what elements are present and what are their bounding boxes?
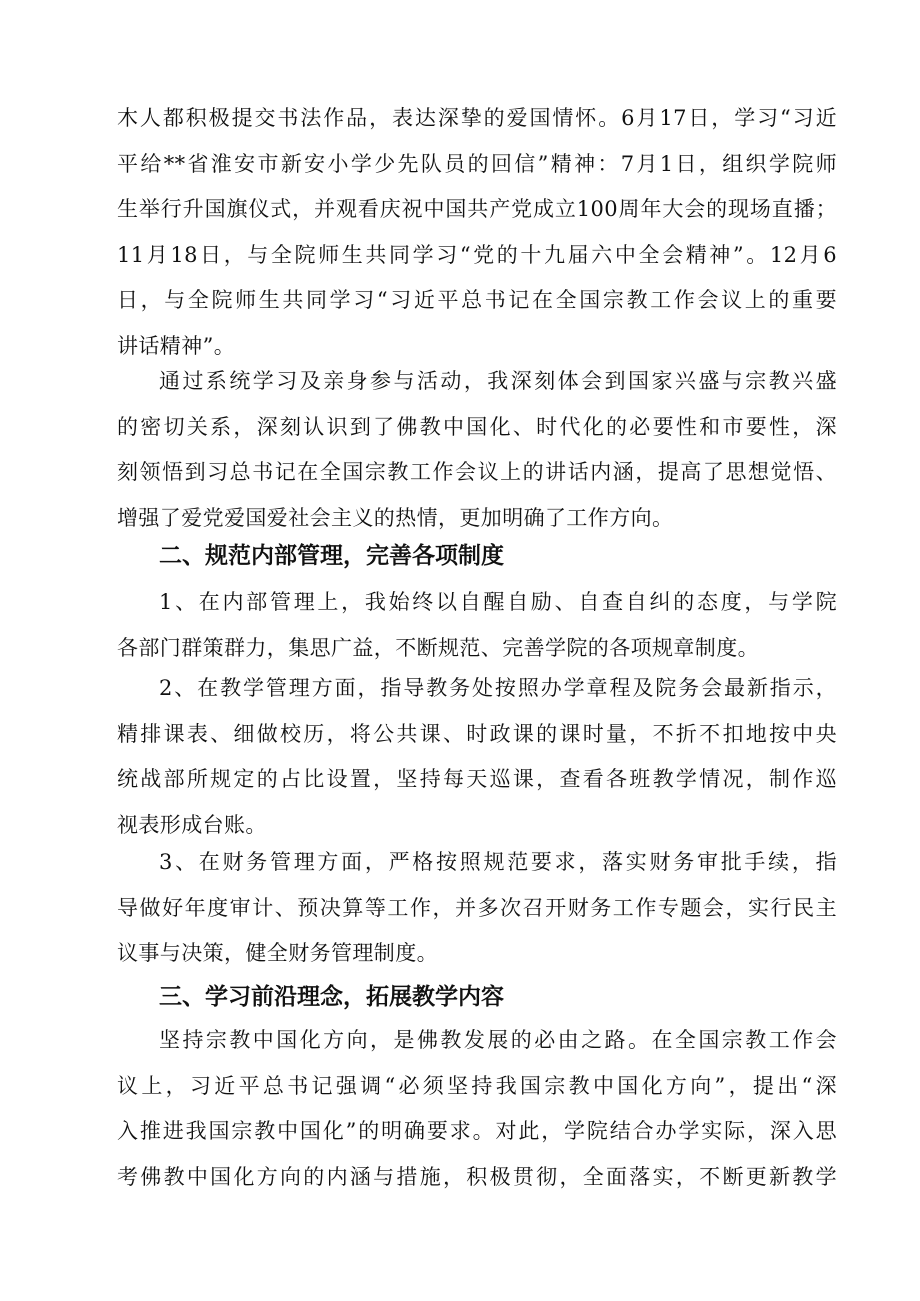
text-line: 增强了爱党爱国爱社会主义的热情，更加明确了工作方向。 bbox=[117, 505, 674, 530]
text-line: 视表形成台账。 bbox=[117, 812, 267, 837]
text-line: 精排课表、细做校历，将公共课、时政课的课时量，不折不扣地按中央 bbox=[117, 721, 837, 746]
text-line: 的密切关系，深刻认识到了佛教中国化、时代化的必要性和市要性，深 bbox=[117, 414, 837, 439]
text-line: 通过系统学习及亲身参与活动，我深刻体会到国家兴盛与宗教兴盛 bbox=[159, 369, 837, 393]
text-line: 讲话精神”。 bbox=[117, 333, 236, 358]
text-line: 2、在教学管理方面，指导教务处按照办学章程及院务会最新指示， bbox=[159, 676, 837, 700]
paragraph-6 bbox=[117, 1018, 837, 1200]
text-line: 3、在财务管理方面，严格按照规范要求，落实财务审批手续，指 bbox=[159, 850, 837, 874]
paragraph-5 bbox=[117, 840, 837, 977]
section-heading-2: 二、规范内部管理，完善各项制度 bbox=[159, 543, 504, 569]
text-line: 入推进我国宗教中国化”的明确要求。对此，学院结合办学实际，深入思 bbox=[117, 1119, 837, 1144]
text-line: 生举行升国旗仪式，并观看庆祝中国共产党成立100周年大会的现场直播； bbox=[117, 197, 837, 222]
text-line: 坚持宗教中国化方向，是佛教发展的必由之路。在全国宗教工作会 bbox=[159, 1028, 837, 1052]
text-line: 11月18日，与全院师生共同学习“党的十九届六中全会精神”。12月6 bbox=[117, 242, 837, 267]
text-line: 刻领悟到习总书记在全国宗教工作会议上的讲话内涵，提高了思想觉悟、 bbox=[117, 460, 837, 485]
text-line: 各部门群策群力，集思广益，不断规范、完善学院的各项规章制度。 bbox=[117, 635, 759, 660]
text-line: 统战部所规定的占比设置，坚持每天巡课，查看各班教学情况，制作巡 bbox=[117, 767, 837, 792]
text-line: 木人都积极提交书法作品，表达深挚的爱国情怀。6月17日，学习“习近 bbox=[117, 106, 837, 130]
text-line: 议事与决策，健全财务管理制度。 bbox=[117, 941, 438, 966]
text-line: 考佛教中国化方向的内涵与措施，积极贯彻，全面落实，不断更新教学 bbox=[117, 1164, 837, 1189]
text-line: 导做好年度审计、预决算等工作，并多次召开财务工作专题会，实行民主 bbox=[117, 895, 837, 920]
section-heading-3: 三、学习前沿理念，拓展教学内容 bbox=[159, 984, 504, 1010]
text-line: 1、在内部管理上，我始终以自醒自励、自查自纠的态度，与学院 bbox=[159, 590, 837, 614]
paragraph-3 bbox=[117, 580, 837, 671]
text-line: 议上，习近平总书记强调“必须坚持我国宗教中国化方向”，提出“深 bbox=[117, 1073, 837, 1098]
paragraph-2 bbox=[117, 359, 837, 541]
paragraph-1 bbox=[117, 96, 837, 370]
text-line: 日，与全院师生共同学习“习近平总书记在全国宗教工作会议上的重要 bbox=[117, 288, 837, 313]
paragraph-4 bbox=[117, 666, 837, 848]
text-line: 平给**省淮安市新安小学少先队员的回信”精神：7月1日，组织学院师 bbox=[117, 151, 837, 176]
